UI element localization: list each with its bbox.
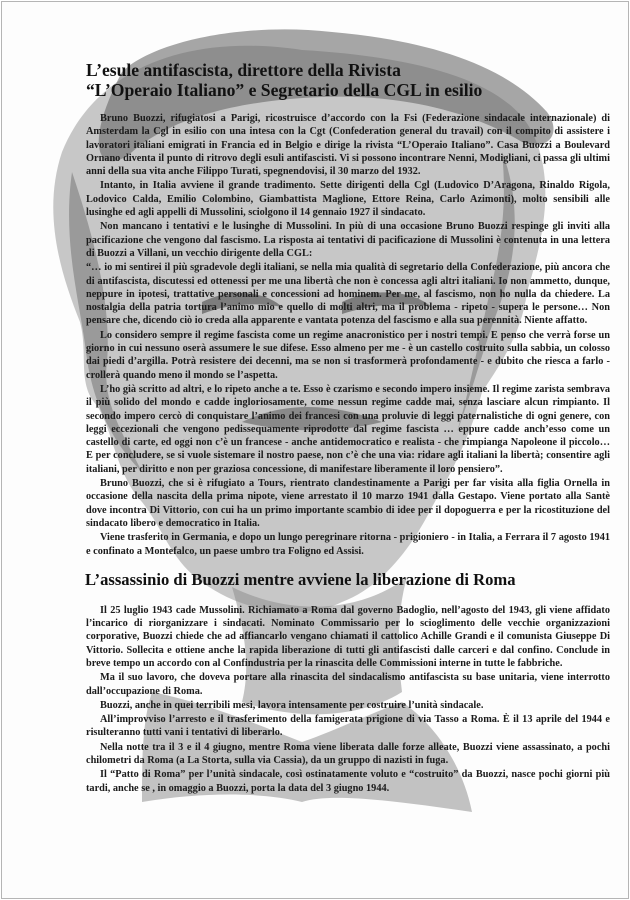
document-page bbox=[1, 1, 629, 899]
paragraph: Viene trasferito in Germania, e dopo un lungo peregrinare ritorna - prigioniero - in Italia, a Ferrara il 7 agosto 1941 e confinato a Montefalco, un paese umbro tra Foligno ed Assisi. bbox=[86, 532, 610, 557]
section1-title-line1: L’esule antifascista, direttore della Rivista bbox=[86, 60, 401, 80]
paragraph: Ma il suo lavoro, che doveva portare alla rinascita del sindacalismo antifascista su base unitaria, viene interrotto dall’occupazione di Roma. bbox=[86, 672, 610, 697]
section2-title: L’assassinio di Buozzi mentre avviene la liberazione di Roma bbox=[85, 569, 516, 589]
paragraph: Bruno Buozzi, che si è rifugiato a Tours, rientrato clandestinamente a Parigi per far visita alla figlia Ornella in occasione della nascita della prima nipote, viene arrestato il 10 marzo 1941 dalla Gestapo. Viene portato alla Santè dove incontra Di Vittorio, con cui ha un primo importante scambio di idee per il dopoguerra e per la ricostituzione del sindacato libero e democratico in Italia. bbox=[86, 478, 610, 529]
paragraph: Il “Patto di Roma” per l’unità sindacale, così ostinatamente voluto e “costruito” da Buozzi, nasce pochi giorni più tardi, anche se , in omaggio a Buozzi, porta la data del 3 giugno 1944. bbox=[86, 769, 610, 794]
paragraph: L’ho già scritto ad altri, e lo ripeto anche a te. Esso è czarismo e secondo impero insieme. Il regime zarista sembrava il più solido del mondo e cadde ingloriosamente, come nessun regime cadde mai, senza lasciare alcun rimpianto. Il secondo impero cercò di conquistare l’animo dei francesi con una proluvie di leggi paternalistiche di ogni genere, con leggi eccezionali che vengono pedissequamente riprodotte dal regime fascista … eppure cadde anch’esso come un castello di carte, ed oggi non c’è un francese - anche antidemocratico e realista - che rimpianga Napoleone il piccolo… E per concludere, se si vuole sistemare il nostro paese, non c’è che una via: ridare agli italiani la libertà; consentire agli italiani, per diritto e non per graziosa concessione, di manifestare liberamente il loro pensiero”. bbox=[86, 383, 610, 475]
text-column bbox=[86, 60, 610, 796]
paragraph: Non mancano i tentativi e le lusinghe di Mussolini. In più di una occasione Bruno Buozzi respinge gli inviti alla pacificazione che vengono dal fascismo. La risposta ai tentativi di pacificazione di Mussolini è contenuta in una lettera di Buozzi a Villani, un vecchio dirigente della CGL: bbox=[86, 221, 610, 259]
paragraph: Lo considero sempre il regime fascista come un regime anacronistico per i nostri tempi. E penso che verrà forse un giorno in cui nessuno oserà assumere le sue difese. Esso almeno per me - è un castello costruito sulla sabbia, un colosso dai piedi d’argilla. Potrà resistere dei decenni, ma se non si trasformerà profondamente - e dubito che riesca a farlo - crollerà quando meno il mondo se l’aspetta. bbox=[86, 329, 610, 381]
paragraph: Il 25 luglio 1943 cade Mussolini. Richiamato a Roma dal governo Badoglio, nell’agosto del 1943, gli viene affidato l’incarico di riorganizzare i sindacati. Nominato Commissario per lo scioglimento delle vecchie organizzazioni corporative, Buozzi chiede che ad affiancarlo vengano chiamati il cattolico Achille Grandi e il comunista Giuseppe Di Vittorio. Sollecita e ottiene anche la rapida liberazione di tutti gli antifascisti dalle carceri e dal confino. Conclude in breve tempo un accordo con al Confindustria per la rinascita delle Commissioni interne in tutte le fabbriche. bbox=[86, 604, 610, 669]
quote-paragraph: “… io mi sentirei il più sgradevole degli italiani, se nella mia qualità di segretario della Confederazione, più ancora che di antifascista, discutessi ed ottenessi per me una libertà che non è concessa agli altri italiani. Io non ammetto, dunque, neppure in ipotesi, trattative personali e concessioni ad hominem. Per me, al fascismo, non ho nulla da chiedere. La nostalgia della patria tortura l’animo mio e quello di molti altri, ma il problema - ripeto - supera le persone… Non pensare che, dicendo ciò io creda alla apparente e vantata potenza del fascismo e alla sua perennità. Niente affatto. bbox=[86, 262, 610, 327]
paragraph: Intanto, in Italia avviene il grande tradimento. Sette dirigenti della Cgl (Ludovico D’Aragona, Rinaldo Rigola, Lodovico Calda, Emilio Colombino, Giambattista Maglione, Ettore Reina, Carlo Azimonti), molto sensibili alle lusinghe ed agli appelli di Mussolini, sciolgono il 14 gennaio 1927 il sindacato. bbox=[86, 180, 610, 219]
section1-title bbox=[86, 60, 610, 100]
section1-title-line2: “L’Operaio Italiano” e Segretario della CGL in esilio bbox=[86, 80, 483, 100]
paragraph: Nella notte tra il 3 e il 4 giugno, mentre Roma viene liberata dalle forze alleate, Buozzi viene assassinato, a pochi chilometri da Roma (a La Storta, sulla via Cassia), da un gruppo di nazisti in fuga. bbox=[86, 741, 610, 767]
paragraph: Bruno Buozzi, rifugiatosi a Parigi, ricostruisce d’accordo con la Fsi (Federazione sindacale internazionale) di Amsterdam la Cgl in esilio con una intesa con la Cgt (Confederation general du travail) con il compito di assistere i lavoratori italiani emigrati in Francia ed in Belgio e dirige la rivista “L’Operaio Italiano”. Casa Buozzi a Boulevard Ornano diventa il punto di ritrovo degli esuli antifascisti. Vi si possono incontrare Nenni, Modigliani, ci passa gli ultimi anni della sua vita anche Filippo Turati, spegnendovisi, il 30 marzo del 1932. bbox=[86, 113, 610, 178]
paragraph: Buozzi, anche in quei terribili mesi, lavora intensamente per costruire l’unità sindacale. bbox=[100, 699, 484, 711]
paragraph: All’improvviso l’arresto e il trasferimento della famigerata prigione di via Tasso a Roma. È il 13 aprile del 1944 e risulteranno tutti vani i tentativi di liberarlo. bbox=[86, 714, 610, 739]
